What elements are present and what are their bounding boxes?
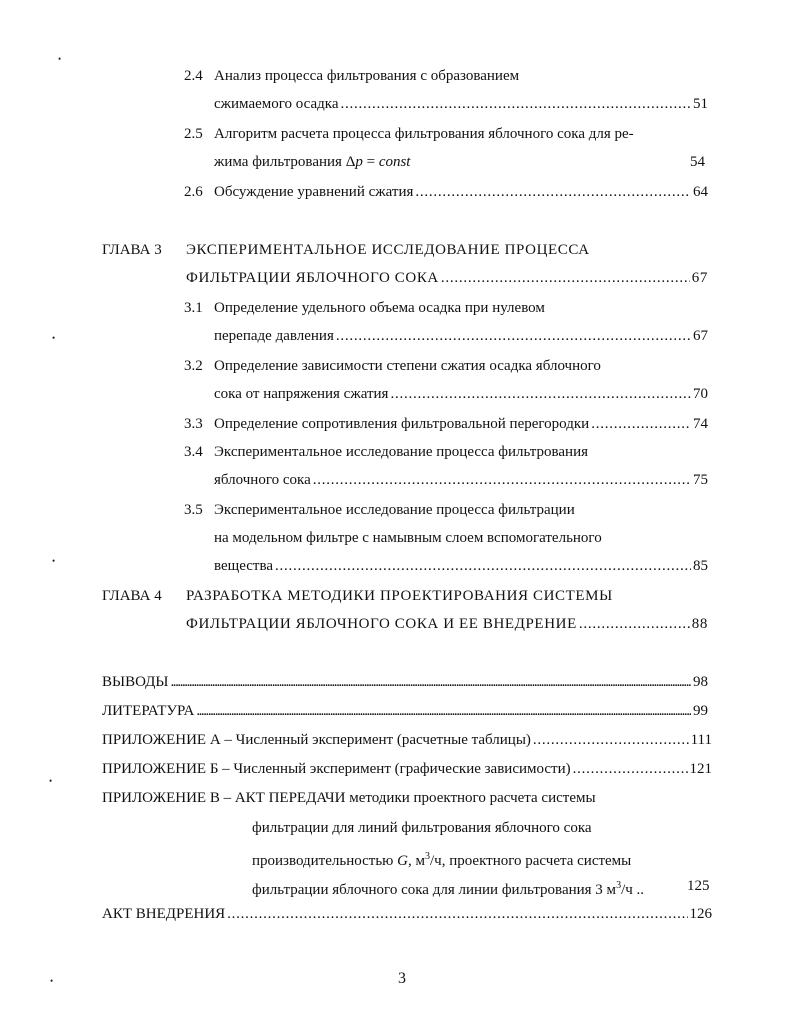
toc-entry-appendix-b xyxy=(102,759,712,779)
toc-entry-title xyxy=(252,876,644,900)
toc-entry-3-1 xyxy=(214,326,708,346)
dot-leader xyxy=(579,614,690,634)
toc-section-title: Обсуждение уравнений сжатия xyxy=(214,184,414,200)
dot-leader xyxy=(390,384,691,404)
toc-entry-act xyxy=(102,904,712,924)
chapter-label: ГЛАВА 4 xyxy=(102,588,162,604)
toc-entry-title: АКТ ВНЕДРЕНИЯ xyxy=(102,906,226,922)
page-number: 3 xyxy=(398,970,406,987)
toc-entry-title: ПРИЛОЖЕНИЕ А – Численный эксперимент (расчетные таблицы) xyxy=(102,732,531,748)
toc-section-number: 3.4 xyxy=(184,444,203,460)
toc-page-number: 74 xyxy=(693,416,708,432)
dot-leader xyxy=(533,730,689,750)
toc-page-number: 70 xyxy=(693,386,708,402)
margin-mark: • xyxy=(52,556,56,566)
appendix-heading: ПРИЛОЖЕНИЕ В – АКТ ПЕРЕДАЧИ xyxy=(102,790,346,806)
superscript: 3 xyxy=(616,880,622,891)
chapter-title: ЭКСПЕРИМЕНТАЛЬНОЕ ИССЛЕДОВАНИЕ ПРОЦЕССА xyxy=(186,242,590,258)
toc-page-number: 75 xyxy=(693,472,708,488)
toc-section-number: 3.3 xyxy=(184,416,203,432)
toc-section-title: вещества xyxy=(214,558,273,574)
chapter-label: ГЛАВА 3 xyxy=(102,242,162,258)
toc-entry-title: ВЫВОДЫ xyxy=(102,674,169,690)
chapter-title: ФИЛЬТРАЦИИ ЯБЛОЧНОГО СОКА xyxy=(186,270,439,286)
appendix-text: производительностью xyxy=(252,853,398,869)
toc-page-number: 64 xyxy=(693,184,708,200)
chapter-title: РАЗРАБОТКА МЕТОДИКИ ПРОЕКТИРОВАНИЯ СИСТЕМЫ xyxy=(186,588,613,604)
dot-leader xyxy=(341,94,692,114)
dot-leader xyxy=(415,182,691,202)
appendix-text: , м xyxy=(407,853,425,869)
chapter-title: ФИЛЬТРАЦИИ ЯБЛОЧНОГО СОКА И ЕЕ ВНЕДРЕНИЕ xyxy=(186,616,577,632)
dot-leader xyxy=(227,904,687,924)
toc-page-number: 126 xyxy=(689,906,712,922)
margin-mark: • xyxy=(58,54,62,64)
toc-page-number: 88 xyxy=(691,616,708,632)
appendix-text: /ч, проектного расчета системы xyxy=(429,853,632,869)
toc-section-title: Анализ процесса фильтрования с образованием xyxy=(214,68,520,84)
toc-entry-title xyxy=(252,847,631,871)
appendix-text: /ч .. xyxy=(621,882,645,898)
dot-leader xyxy=(441,268,690,288)
toc-section-number: 3.1 xyxy=(184,300,203,316)
toc-section-number: 3.2 xyxy=(184,358,203,374)
toc-entry-3-2 xyxy=(214,384,708,404)
flow-symbol: G xyxy=(397,853,408,869)
toc-page-number: 51 xyxy=(693,96,708,112)
toc-page-number: 67 xyxy=(691,270,708,286)
dot-leader xyxy=(573,759,688,779)
toc-entry-appendix-a xyxy=(102,730,712,750)
toc-entry-title: фильтрации для линий фильтрования яблочного сока xyxy=(252,820,592,836)
toc-section-number: 2.5 xyxy=(184,126,203,142)
appendix-text: методики проектного расчета системы xyxy=(345,790,596,806)
toc-page-number: 67 xyxy=(693,328,708,344)
toc-entry-3-5 xyxy=(214,556,708,576)
toc-entry-2-6 xyxy=(214,182,708,202)
toc-section-title: Экспериментальное исследование процесса фильтрации xyxy=(214,502,575,518)
toc-entry-literature xyxy=(102,701,708,721)
title-text: жима фильтрования xyxy=(214,154,346,170)
toc-section-title: яблочного сока xyxy=(214,472,311,488)
toc-entry-3-4 xyxy=(214,470,708,490)
delta-symbol: Δ xyxy=(345,154,356,170)
toc-page-number: 54 xyxy=(690,154,705,170)
toc-entry-chapter-3 xyxy=(186,268,708,288)
toc-section-number: 3.5 xyxy=(184,502,203,518)
toc-section-title: Определение удельного объема осадка при нулевом xyxy=(214,300,545,316)
toc-entry-chapter-4 xyxy=(186,614,708,634)
toc-section-title: сока от напряжения сжатия xyxy=(214,386,389,402)
dot-leader xyxy=(313,470,691,490)
dot-leader xyxy=(196,701,691,721)
margin-mark: • xyxy=(52,333,56,343)
dot-leader xyxy=(336,326,691,346)
appendix-text: фильтрации яблочного сока для линии фильтрования 3 м xyxy=(252,882,617,898)
toc-section-title: Определение сопротивления фильтровальной перегородки xyxy=(214,416,590,432)
toc-section-title: Алгоритм расчета процесса фильтрования яблочного сока для ре- xyxy=(214,126,634,142)
equals-sign: = xyxy=(362,154,379,170)
pressure-symbol: p xyxy=(355,154,363,170)
toc-page-number: 125 xyxy=(687,878,710,894)
toc-entry-title: ЛИТЕРАТУРА xyxy=(102,703,195,719)
toc-page-number: 85 xyxy=(693,558,708,574)
toc-page-number: 98 xyxy=(693,674,708,690)
toc-section-title: Экспериментальное исследование процесса фильтрования xyxy=(214,444,588,460)
toc-entry-conclusions xyxy=(102,672,708,692)
toc-section-number: 2.4 xyxy=(184,68,203,84)
toc-section-number: 2.6 xyxy=(184,184,203,200)
toc-page-number: 111 xyxy=(690,732,712,748)
toc-entry-title xyxy=(102,788,596,808)
toc-section-title: сжимаемого осадка xyxy=(214,96,339,112)
dot-leader xyxy=(275,556,691,576)
margin-mark: • xyxy=(50,976,54,986)
toc-section-title: на модельном фильтре с намывным слоем вспомогательного xyxy=(214,530,602,546)
margin-mark: • xyxy=(49,776,53,786)
toc-page-number: 99 xyxy=(693,703,708,719)
toc-page-number: 121 xyxy=(689,761,712,777)
superscript: 3 xyxy=(424,851,430,862)
toc-section-title xyxy=(214,152,410,172)
toc-entry-2-4 xyxy=(214,94,708,114)
const-symbol: const xyxy=(378,154,411,170)
dot-leader xyxy=(591,414,691,434)
toc-section-title: Определение зависимости степени сжатия осадка яблочного xyxy=(214,358,601,374)
dot-leader xyxy=(171,672,692,692)
toc-entry-3-3 xyxy=(214,414,708,434)
toc-section-title: перепаде давления xyxy=(214,328,334,344)
toc-entry-title: ПРИЛОЖЕНИЕ Б – Численный эксперимент (графические зависимости) xyxy=(102,761,571,777)
